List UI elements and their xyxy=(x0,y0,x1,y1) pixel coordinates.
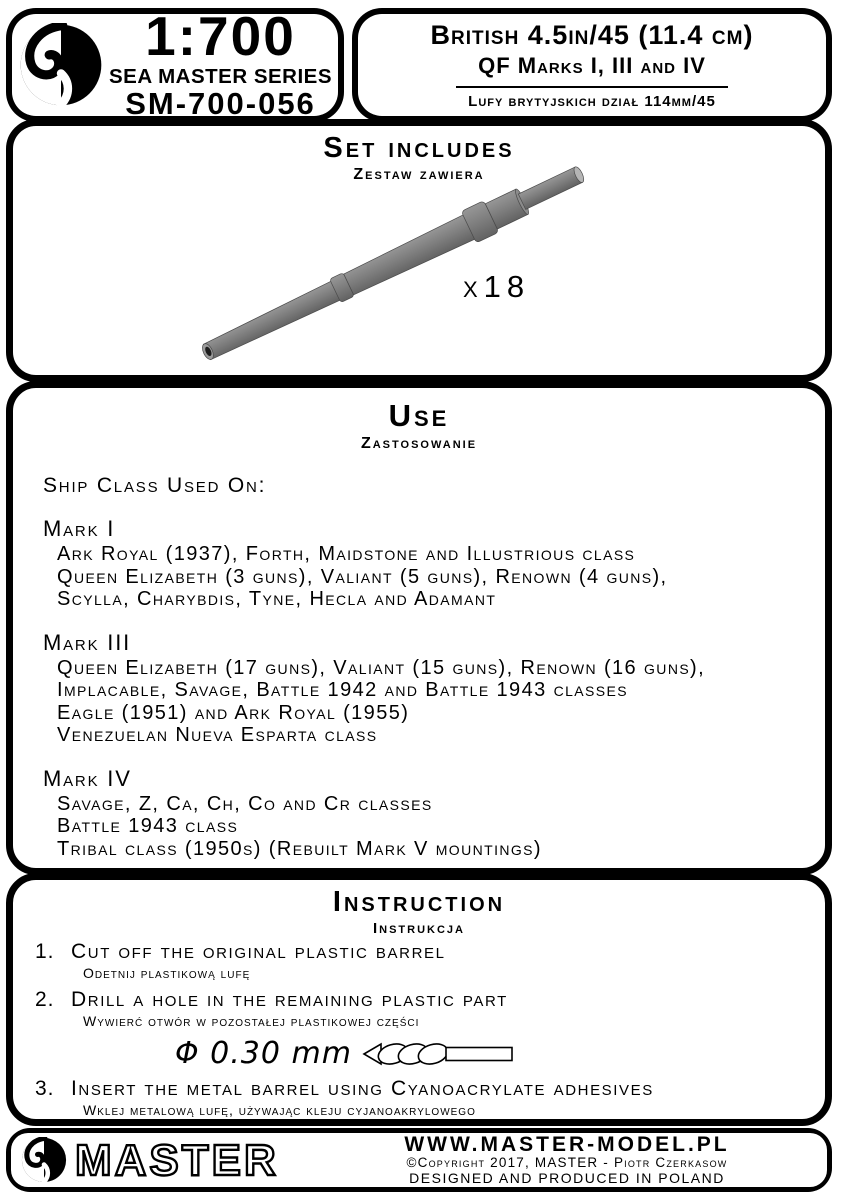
master-logo-icon xyxy=(21,1137,67,1183)
ship-list-line: Battle 1943 class xyxy=(57,815,239,837)
section-use xyxy=(6,381,832,875)
step-text-en: Drill a hole in the remaining plastic part xyxy=(71,988,508,1011)
instruction-step-2 xyxy=(35,988,815,1029)
group-heading: Mark IV xyxy=(43,765,132,791)
footer-panel xyxy=(11,1133,827,1187)
copyright-label: ©Copyright 2017, MASTER - Piotr Czerkasow xyxy=(406,1155,728,1171)
header-title-box xyxy=(352,8,832,122)
ship-class-group-mark-1 xyxy=(43,517,811,611)
drill-bit-icon xyxy=(362,1040,514,1068)
step-number: 3. xyxy=(35,1077,55,1100)
product-code-label: SM-700-056 xyxy=(125,86,316,116)
group-heading: Mark I xyxy=(43,516,116,541)
header-brand-panel xyxy=(12,14,338,116)
instruction-step-3 xyxy=(35,1077,815,1118)
step-text-pl: Wklej metalową lufę, używając kleju cyjanoakrylowego xyxy=(83,1102,476,1118)
footer xyxy=(6,1128,832,1192)
use-subtitle: Zastosowanie xyxy=(360,435,478,452)
title-divider xyxy=(456,86,727,88)
brand-wordmark xyxy=(73,1136,317,1184)
quantity-label: x18 xyxy=(463,269,531,304)
ship-class-group-mark-3 xyxy=(43,631,811,747)
step-number: 1. xyxy=(35,940,55,963)
use-title: Use xyxy=(388,398,450,433)
footer-text xyxy=(317,1134,827,1186)
instruction-steps xyxy=(35,940,815,1125)
section-instruction xyxy=(6,873,832,1126)
product-title-pl: Lufy brytyjskich dział 114mm/45 xyxy=(468,93,716,110)
drill-diameter-row xyxy=(175,1036,815,1071)
set-includes-subtitle: Zestaw zawiera xyxy=(353,166,485,183)
set-includes-title: Set includes xyxy=(323,132,515,164)
origin-label: DESIGNED AND PRODUCED IN POLAND xyxy=(409,1170,725,1187)
ship-list-line: Queen Elizabeth (17 guns), Valiant (15 guns), Renown (16 guns), xyxy=(57,656,706,679)
website-label: WWW.MASTER-MODEL.PL xyxy=(404,1133,730,1156)
group-heading: Mark III xyxy=(43,629,132,655)
instruction-subtitle: Instrukcja xyxy=(372,920,465,937)
use-intro: Ship Class Used On: xyxy=(43,474,267,497)
product-title-en-line2: QF Marks I, III and IV xyxy=(478,53,706,78)
scale-label: 1:700 xyxy=(145,14,296,67)
header-brand-box xyxy=(6,8,344,122)
step-text-pl: Odetnij plastikową lufę xyxy=(83,965,251,981)
use-content xyxy=(43,474,811,860)
step-text-pl: Wywierć otwór w pozostałej plastikowej części xyxy=(83,1013,420,1029)
ship-list-line: Scylla, Charybdis, Tyne, Hecla and Adamant xyxy=(57,588,497,610)
ship-list-line: Queen Elizabeth (3 guns), Valiant (5 guns), Renown (4 guns), xyxy=(57,565,668,588)
barrel-render-image xyxy=(13,126,825,375)
drill-diameter-label: Φ 0.30 mm xyxy=(175,1036,352,1071)
instruction-step-1 xyxy=(35,940,815,981)
ship-list-line: Tribal class (1950s) (Rebuilt Mark V mountings) xyxy=(57,837,542,860)
step-number: 2. xyxy=(35,988,55,1011)
ship-class-group-mark-4 xyxy=(43,767,811,861)
product-title-en-line1: British 4.5in/45 (11.4 cm) xyxy=(430,20,754,50)
ship-list-line: Eagle (1951) and Ark Royal (1955) xyxy=(57,701,410,724)
series-label: SEA MASTER SERIES xyxy=(108,64,333,88)
header-title-panel xyxy=(358,14,826,116)
ship-list-line: Ark Royal (1937), Forth, Maidstone and Illustrious class xyxy=(57,543,636,565)
section-set-includes xyxy=(6,119,832,382)
ship-list-line: Savage, Z, Ca, Ch, Co and Cr classes xyxy=(57,792,433,815)
master-logo-icon xyxy=(19,23,103,107)
step-text-en: Cut off the original plastic barrel xyxy=(71,940,446,963)
header-brand-text xyxy=(103,14,338,116)
step-text-en: Insert the metal barrel using Cyanoacrylate adhesives xyxy=(71,1077,654,1100)
brand-wordmark-text: MASTER xyxy=(75,1136,279,1184)
ship-list-line: Venezuelan Nueva Esparta class xyxy=(57,724,378,746)
instruction-title: Instruction xyxy=(332,886,506,918)
ship-list-line: Implacable, Savage, Battle 1942 and Battle 1943 classes xyxy=(57,679,628,701)
